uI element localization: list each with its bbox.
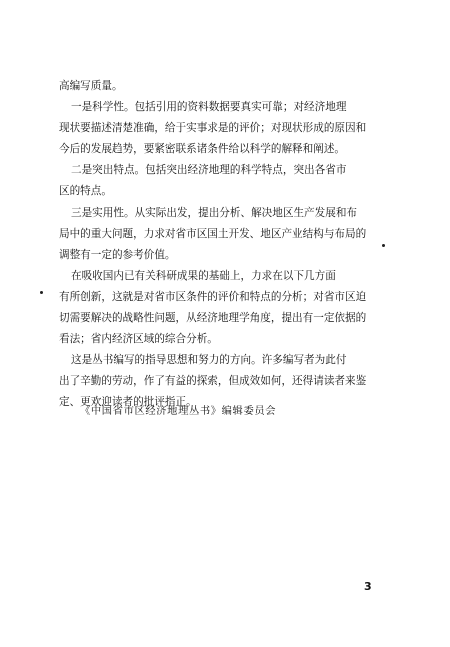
text-line: 现状要描述清楚准确，给于实事求是的评价；对现状形成的原因和	[59, 122, 367, 135]
text-line: 出了辛勤的劳动，作了有益的探索，但成效如何，还得请读者来鉴	[59, 375, 367, 388]
page-number: 3	[364, 580, 372, 593]
text-line: 切需要解决的战略性问题，从经济地理学角度，提出有一定依据的	[59, 312, 367, 325]
ink-speck	[40, 291, 43, 294]
text-line: 调整有一定的参考价值。	[59, 248, 176, 261]
ink-speck	[382, 244, 385, 247]
text-line: 一是科学性。包括引用的资料数据要真实可靠；对经济地理	[71, 101, 347, 114]
text-line: 三是实用性。从实际出发，提出分析、解决地区生产发展和布	[71, 206, 358, 219]
text-line: 今后的发展趋势，要紧密联系诸条件给以科学的解释和阐述。	[59, 143, 346, 156]
text-line: 二是突出特点。包括突出经济地理的科学特点，突出各省市	[71, 164, 347, 177]
text-line: 区的特点。	[59, 185, 112, 198]
editorial-committee-signature: 《中国省市区经济地理丛书》编辑委员会	[80, 405, 277, 417]
text-line: 定、更欢迎读者的批评指正。	[59, 396, 197, 409]
text-line: 局中的重大问题，力求对省市区国土开发、地区产业结构与布局的	[59, 227, 367, 240]
body-text	[59, 76, 397, 414]
text-line: 有所创新，这就是对省市区条件的评价和特点的分析；对省市区迫	[59, 290, 367, 303]
text-line: 高编写质量。	[59, 80, 123, 92]
text-line: 在吸收国内已有关科研成果的基础上，力求在以下几方面	[71, 269, 336, 282]
text-line: 这是丛书编写的指导思想和努力的方向。许多编写者为此付	[71, 354, 347, 367]
text-line: 看法；省内经济区域的综合分析。	[59, 333, 218, 346]
